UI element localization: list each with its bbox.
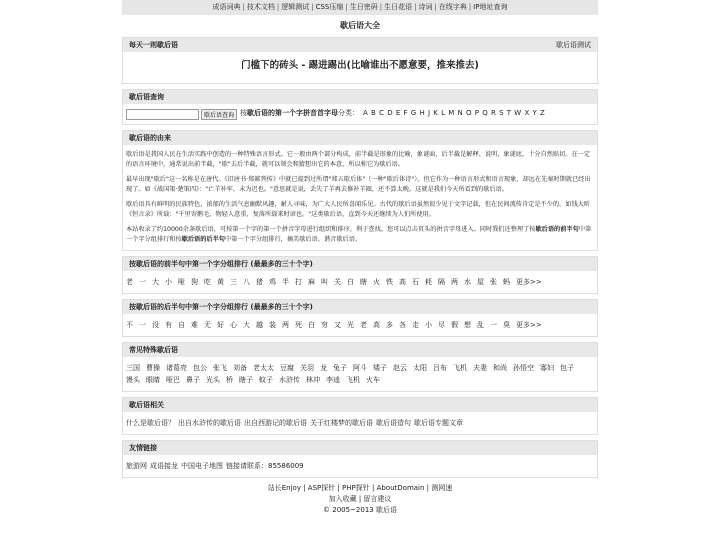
back-word-28[interactable]: 一 bbox=[490, 321, 497, 329]
separator: | bbox=[276, 3, 280, 11]
pinyin-letter-9[interactable]: K bbox=[433, 109, 439, 118]
front-word-0[interactable]: 老 bbox=[126, 278, 133, 286]
back-word-8[interactable]: 心 bbox=[230, 321, 237, 329]
front-word-4[interactable]: 哑 bbox=[178, 278, 185, 286]
special-word-31[interactable]: 林冲 bbox=[306, 376, 320, 384]
special-header bbox=[123, 343, 597, 357]
pinyin-letter-8[interactable]: J bbox=[427, 109, 431, 118]
pinyin-letter-22[interactable]: Z bbox=[539, 109, 546, 118]
front-word-17[interactable]: 白 bbox=[347, 278, 354, 286]
special-word-27[interactable]: 桥 bbox=[226, 376, 233, 384]
top-nav-link-6[interactable]: 诗词 bbox=[418, 3, 433, 11]
front-word-14[interactable]: 麻 bbox=[308, 278, 315, 286]
front-word-23[interactable]: 耗 bbox=[425, 278, 432, 286]
back-group-words bbox=[123, 314, 597, 336]
special-word-32[interactable]: 李逵 bbox=[326, 376, 340, 384]
front-word-6[interactable]: 吃 bbox=[204, 278, 211, 286]
separator: | bbox=[424, 484, 432, 492]
footer-link-4[interactable]: 测网速 bbox=[431, 484, 453, 492]
pinyin-letter-17[interactable]: S bbox=[499, 109, 505, 118]
friends-heading: 友情链接 bbox=[129, 444, 157, 452]
related-link-1[interactable]: 出自水浒传的歇后语 bbox=[178, 419, 241, 427]
pinyin-letter-18[interactable]: T bbox=[506, 109, 512, 118]
footer-link-3[interactable]: AboutDomain bbox=[376, 484, 425, 492]
special-word-9[interactable]: 龙 bbox=[320, 364, 327, 372]
special-word-21[interactable]: 包子 bbox=[560, 364, 574, 372]
special-word-4[interactable]: 张飞 bbox=[213, 364, 227, 372]
back-word-17[interactable]: 光 bbox=[347, 321, 354, 329]
back-group-header bbox=[123, 300, 597, 314]
back-word-5[interactable]: 难 bbox=[191, 321, 198, 329]
back-word-21[interactable]: 各 bbox=[399, 321, 406, 329]
front-word-15[interactable]: 叫 bbox=[321, 278, 328, 286]
back-group-box bbox=[122, 299, 598, 337]
special-word-26[interactable]: 光头 bbox=[206, 376, 220, 384]
front-word-27[interactable]: 屋 bbox=[477, 278, 484, 286]
special-word-3[interactable]: 包公 bbox=[193, 364, 207, 372]
pinyin-letter-21[interactable]: Y bbox=[532, 109, 538, 118]
top-nav-link-5[interactable]: 生日花语 bbox=[384, 3, 413, 11]
special-word-7[interactable]: 豆腐 bbox=[280, 364, 294, 372]
special-word-14[interactable]: 太阳 bbox=[413, 364, 427, 372]
special-word-29[interactable]: 蚊子 bbox=[259, 376, 273, 384]
special-word-6[interactable]: 老太太 bbox=[253, 364, 274, 372]
pinyin-prefix: 按 bbox=[240, 109, 248, 118]
special-word-12[interactable]: 矮子 bbox=[373, 364, 387, 372]
related-link-0[interactable]: 什么是歇后语？ bbox=[126, 419, 175, 427]
front-group-header bbox=[123, 257, 597, 271]
pinyin-letter-1[interactable]: B bbox=[371, 109, 377, 118]
back-word-7[interactable]: 好 bbox=[217, 321, 224, 329]
front-word-11[interactable]: 鸡 bbox=[269, 278, 276, 286]
footer-line-1 bbox=[122, 483, 598, 494]
special-word-11[interactable]: 阿斗 bbox=[353, 364, 367, 372]
front-word-10[interactable]: 猪 bbox=[256, 278, 263, 286]
origin-header bbox=[123, 131, 597, 145]
pinyin-letter-5[interactable]: F bbox=[403, 109, 409, 118]
footer-link-1[interactable]: ASP探针 bbox=[307, 484, 336, 492]
p4-back-link[interactable]: 歇后语的后半句 bbox=[181, 236, 225, 243]
back-word-6[interactable]: 无 bbox=[204, 321, 211, 329]
special-word-22[interactable]: 馒头 bbox=[126, 376, 140, 384]
friends-contact: 链接请联系：85586009 bbox=[226, 462, 304, 470]
footer-link-2-1[interactable]: 留言建议 bbox=[363, 495, 392, 503]
separator: | bbox=[242, 3, 245, 11]
top-nav-link-4[interactable]: 生日密码 bbox=[349, 3, 378, 11]
friends-links bbox=[123, 455, 597, 477]
back-word-15[interactable]: 穷 bbox=[321, 321, 328, 329]
friends-box bbox=[122, 440, 598, 478]
related-link-4[interactable]: 歇后语造句 bbox=[376, 419, 411, 427]
related-link-3[interactable]: 关于红楼梦的歇后语 bbox=[310, 419, 373, 427]
back-word-22[interactable]: 走 bbox=[412, 321, 419, 329]
front-word-8[interactable]: 三 bbox=[230, 278, 237, 286]
front-word-25[interactable]: 两 bbox=[451, 278, 458, 286]
friend-link-2[interactable]: 中国电子地图 bbox=[181, 462, 223, 470]
special-word-20[interactable]: 寡妇 bbox=[540, 364, 554, 372]
front-word-28[interactable]: 张 bbox=[490, 278, 497, 286]
pinyin-letter-12[interactable]: N bbox=[457, 109, 464, 118]
special-heading: 常见特殊歇后语 bbox=[129, 346, 178, 354]
front-group-words bbox=[123, 271, 597, 293]
related-links bbox=[123, 412, 597, 434]
separator: | bbox=[414, 3, 417, 11]
separator: | bbox=[379, 3, 383, 11]
search-row bbox=[123, 104, 597, 124]
pinyin-letter-14[interactable]: P bbox=[474, 109, 480, 118]
footer bbox=[122, 483, 598, 516]
back-word-3[interactable]: 有 bbox=[165, 321, 172, 329]
special-word-17[interactable]: 夫妻 bbox=[473, 364, 487, 372]
search-header bbox=[123, 90, 597, 104]
search-input[interactable] bbox=[126, 109, 199, 120]
back-word-26[interactable]: 想 bbox=[464, 321, 471, 329]
front-word-16[interactable]: 关 bbox=[334, 278, 341, 286]
special-word-33[interactable]: 飞机 bbox=[346, 376, 360, 384]
special-word-0[interactable]: 三国 bbox=[126, 364, 140, 372]
back-word-18[interactable]: 老 bbox=[360, 321, 367, 329]
daily-box bbox=[122, 37, 598, 84]
special-word-24[interactable]: 哑巴 bbox=[166, 376, 180, 384]
back-word-14[interactable]: 白 bbox=[308, 321, 315, 329]
pinyin-letter-0[interactable]: A bbox=[363, 109, 369, 118]
pinyin-letter-19[interactable]: W bbox=[514, 109, 522, 118]
pinyin-suffix: 分类： bbox=[338, 109, 360, 118]
front-word-20[interactable]: 铁 bbox=[386, 278, 393, 286]
top-nav-link-8[interactable]: IP地址查询 bbox=[473, 3, 508, 11]
pinyin-letter-16[interactable]: R bbox=[490, 109, 497, 118]
back-word-16[interactable]: 又 bbox=[334, 321, 341, 329]
separator: | bbox=[356, 495, 364, 503]
special-word-18[interactable]: 和尚 bbox=[493, 364, 507, 372]
back-word-1[interactable]: 一 bbox=[139, 321, 146, 329]
back-word-2[interactable]: 没 bbox=[152, 321, 159, 329]
pinyin-letter-3[interactable]: D bbox=[387, 109, 394, 118]
front-word-24[interactable]: 隔 bbox=[438, 278, 445, 286]
special-word-25[interactable]: 鼻子 bbox=[186, 376, 200, 384]
friend-link-1[interactable]: 成语接龙 bbox=[150, 462, 178, 470]
back-word-20[interactable]: 多 bbox=[386, 321, 393, 329]
xiehouyu-test-link[interactable]: 歇后语测试 bbox=[556, 41, 591, 49]
p4-e: 中第一个字分组排行，摘美歇后语、谐音歇后语。 bbox=[225, 236, 362, 243]
special-word-13[interactable]: 赵云 bbox=[393, 364, 407, 372]
back-word-4[interactable]: 自 bbox=[178, 321, 185, 329]
special-word-2[interactable]: 诸葛亮 bbox=[166, 364, 187, 372]
related-box bbox=[122, 397, 598, 435]
front-word-5[interactable]: 狗 bbox=[191, 278, 198, 286]
special-word-19[interactable]: 孙悟空 bbox=[513, 364, 534, 372]
footer-link-2-0[interactable]: 加入收藏 bbox=[328, 495, 357, 503]
back-word-24[interactable]: 尽 bbox=[438, 321, 445, 329]
back-word-11[interactable]: 装 bbox=[269, 321, 276, 329]
top-nav-link-2[interactable]: 逻辑测试 bbox=[281, 3, 310, 11]
separator: | bbox=[345, 3, 348, 11]
daily-text: 门槛下的砖头 - 踢进踢出(比喻谁出不愿意要，推来推去) bbox=[241, 60, 479, 71]
front-word-30[interactable]: 更多>> bbox=[516, 278, 542, 286]
back-word-29[interactable]: 臭 bbox=[503, 321, 510, 329]
pinyin-letter-13[interactable]: O bbox=[466, 109, 473, 118]
back-word-30[interactable]: 更多>> bbox=[516, 321, 542, 329]
page bbox=[122, 0, 598, 516]
special-word-1[interactable]: 曹操 bbox=[146, 364, 160, 372]
back-word-13[interactable]: 死 bbox=[295, 321, 302, 329]
separator: | bbox=[311, 3, 314, 11]
origin-paragraph-3: 歇后语具有鲜明的民族特色，浓郁的生活气息幽默风趣，耐人寻味，为广大人民所喜闻乐见。古代的歇后语虽然很少见于文字记载，但在民间流传肯定是不少的。如钱大昕《恒言录》所载："千里寄鹅毛，物轻人意重，复落所载来时谚也。"这类歇后语，直到今天还继续为人们所使用。 bbox=[126, 201, 591, 218]
front-word-7[interactable]: 黄 bbox=[217, 278, 224, 286]
back-word-19[interactable]: 高 bbox=[373, 321, 380, 329]
top-nav bbox=[122, 0, 598, 15]
p4-front-link[interactable]: 歇后语的前半句 bbox=[535, 226, 579, 233]
special-word-15[interactable]: 吕布 bbox=[433, 364, 447, 372]
back-word-27[interactable]: 乱 bbox=[477, 321, 484, 329]
front-word-2[interactable]: 大 bbox=[152, 278, 159, 286]
front-word-3[interactable]: 小 bbox=[165, 278, 172, 286]
pinyin-letter-15[interactable]: Q bbox=[482, 109, 489, 118]
pinyin-bold: 歇后语的第一个字拼音首字母 bbox=[247, 109, 339, 118]
footer-link-2[interactable]: PHP探针 bbox=[342, 484, 370, 492]
back-word-25[interactable]: 假 bbox=[451, 321, 458, 329]
origin-body bbox=[123, 145, 597, 250]
special-box bbox=[122, 342, 598, 392]
front-word-19[interactable]: 火 bbox=[373, 278, 380, 286]
front-word-21[interactable]: 高 bbox=[399, 278, 406, 286]
related-link-2[interactable]: 出自西游记的歇后语 bbox=[244, 419, 307, 427]
pinyin-letters bbox=[363, 109, 545, 118]
back-word-9[interactable]: 大 bbox=[243, 321, 250, 329]
pinyin-letter-7[interactable]: H bbox=[419, 109, 426, 118]
friends-header bbox=[123, 441, 597, 455]
pinyin-letter-4[interactable]: E bbox=[395, 109, 401, 118]
origin-paragraph-2: 最早出现"歇后"这一名称是在唐代。《旧唐书·郑綮列传》中就已提到过所谓"郑五歇后体"（一种"歇后体诗"）。但它作为一种语言形式和语言现象，却远在先秦时期就已经出现了。如《战国策·楚策四》："亡羊补牢，未为迟也。"意思就是说，丢失了羊再去修补羊圈，还不算太晚。这就是我们今天所看到的歇后语。 bbox=[126, 176, 591, 193]
front-word-1[interactable]: 一 bbox=[139, 278, 146, 286]
special-word-23[interactable]: 眼睛 bbox=[146, 376, 160, 384]
separator: | bbox=[434, 3, 437, 11]
front-word-13[interactable]: 打 bbox=[295, 278, 302, 286]
back-word-23[interactable]: 小 bbox=[425, 321, 432, 329]
p4-c: 中第一个字分组排行和按 bbox=[126, 226, 592, 243]
daily-header bbox=[123, 38, 597, 52]
related-link-5[interactable]: 歇后语专题文章 bbox=[414, 419, 463, 427]
back-word-10[interactable]: 越 bbox=[256, 321, 263, 329]
separator: | bbox=[468, 3, 472, 11]
p4-a: 本站收录了约10000余条歇后语，可按第一个字的第一个拼音字母进行组织和排序，利于查找。您可以点击页头的拼音字母进入。同时我们还整理了按 bbox=[126, 226, 536, 233]
pinyin-letter-2[interactable]: C bbox=[379, 109, 385, 118]
pinyin-letter-6[interactable]: G bbox=[410, 109, 417, 118]
origin-box bbox=[122, 130, 598, 251]
pinyin-letter-10[interactable]: L bbox=[441, 109, 446, 118]
site-title: 歇后语大全 bbox=[340, 21, 380, 30]
separator: | bbox=[335, 484, 343, 492]
copyright: © 2005~2013 歇后语 bbox=[323, 506, 397, 514]
search-box bbox=[122, 89, 598, 125]
separator: | bbox=[300, 484, 308, 492]
pinyin-letter-11[interactable]: M bbox=[448, 109, 455, 118]
front-word-26[interactable]: 水 bbox=[464, 278, 471, 286]
front-word-9[interactable]: 八 bbox=[243, 278, 250, 286]
special-word-16[interactable]: 飞机 bbox=[453, 364, 467, 372]
special-words bbox=[123, 357, 597, 391]
related-header bbox=[123, 398, 597, 412]
friend-link-0[interactable]: 旅游网 bbox=[126, 462, 147, 470]
separator: | bbox=[369, 484, 377, 492]
back-word-0[interactable]: 不 bbox=[126, 321, 133, 329]
top-nav-link-1[interactable]: 技术文档 bbox=[246, 3, 275, 11]
origin-heading: 歇后语的由来 bbox=[129, 134, 171, 142]
special-word-10[interactable]: 兔子 bbox=[333, 364, 347, 372]
back-word-12[interactable]: 两 bbox=[282, 321, 289, 329]
related-heading: 歇后语相关 bbox=[129, 401, 164, 409]
front-group-heading: 按歇后语的前半句中第一个字分组排行 (最最多的三十个字) bbox=[129, 260, 313, 268]
top-nav-link-7[interactable]: 在线字典 bbox=[438, 3, 467, 11]
footer-link-0[interactable]: 站长Enjoy bbox=[267, 484, 301, 492]
origin-paragraph-1: 歇后语是我国人民在生活实践中创造的一种特殊语言形式。它一般由两个部分构成，前半截是形象的比喻，象谜面，后半截是解释、说明，象谜底，十分自然贴切。在一定的语言环境中，通常说出前半截，"歇"去后半截，就可以领会和猜想出它的本意，所以称它为歇后语。 bbox=[126, 151, 591, 168]
front-word-18[interactable]: 瞎 bbox=[360, 278, 367, 286]
front-word-22[interactable]: 石 bbox=[412, 278, 419, 286]
search-button[interactable]: 歇后语查询 bbox=[201, 109, 237, 120]
special-word-5[interactable]: 刘备 bbox=[233, 364, 247, 372]
front-word-29[interactable]: 蚂 bbox=[503, 278, 510, 286]
special-word-28[interactable]: 瞎子 bbox=[239, 376, 253, 384]
daily-heading: 每天一则歇后语 bbox=[129, 41, 178, 49]
pinyin-letter-20[interactable]: X bbox=[524, 109, 530, 118]
front-word-12[interactable]: 半 bbox=[282, 278, 289, 286]
special-word-30[interactable]: 水浒传 bbox=[279, 376, 300, 384]
search-heading: 歇后语查询 bbox=[129, 93, 164, 101]
top-nav-link-0[interactable]: 成语词典 bbox=[212, 3, 241, 11]
front-group-box bbox=[122, 256, 598, 294]
footer-line-2 bbox=[122, 494, 598, 505]
back-group-heading: 按歇后语的后半句中第一个字分组排行 (最最多的三十个字) bbox=[129, 303, 313, 311]
top-nav-link-3[interactable]: CSS压缩 bbox=[315, 3, 344, 11]
special-word-34[interactable]: 火车 bbox=[366, 376, 380, 384]
origin-paragraph-4 bbox=[126, 225, 594, 245]
special-word-8[interactable]: 关羽 bbox=[300, 364, 314, 372]
